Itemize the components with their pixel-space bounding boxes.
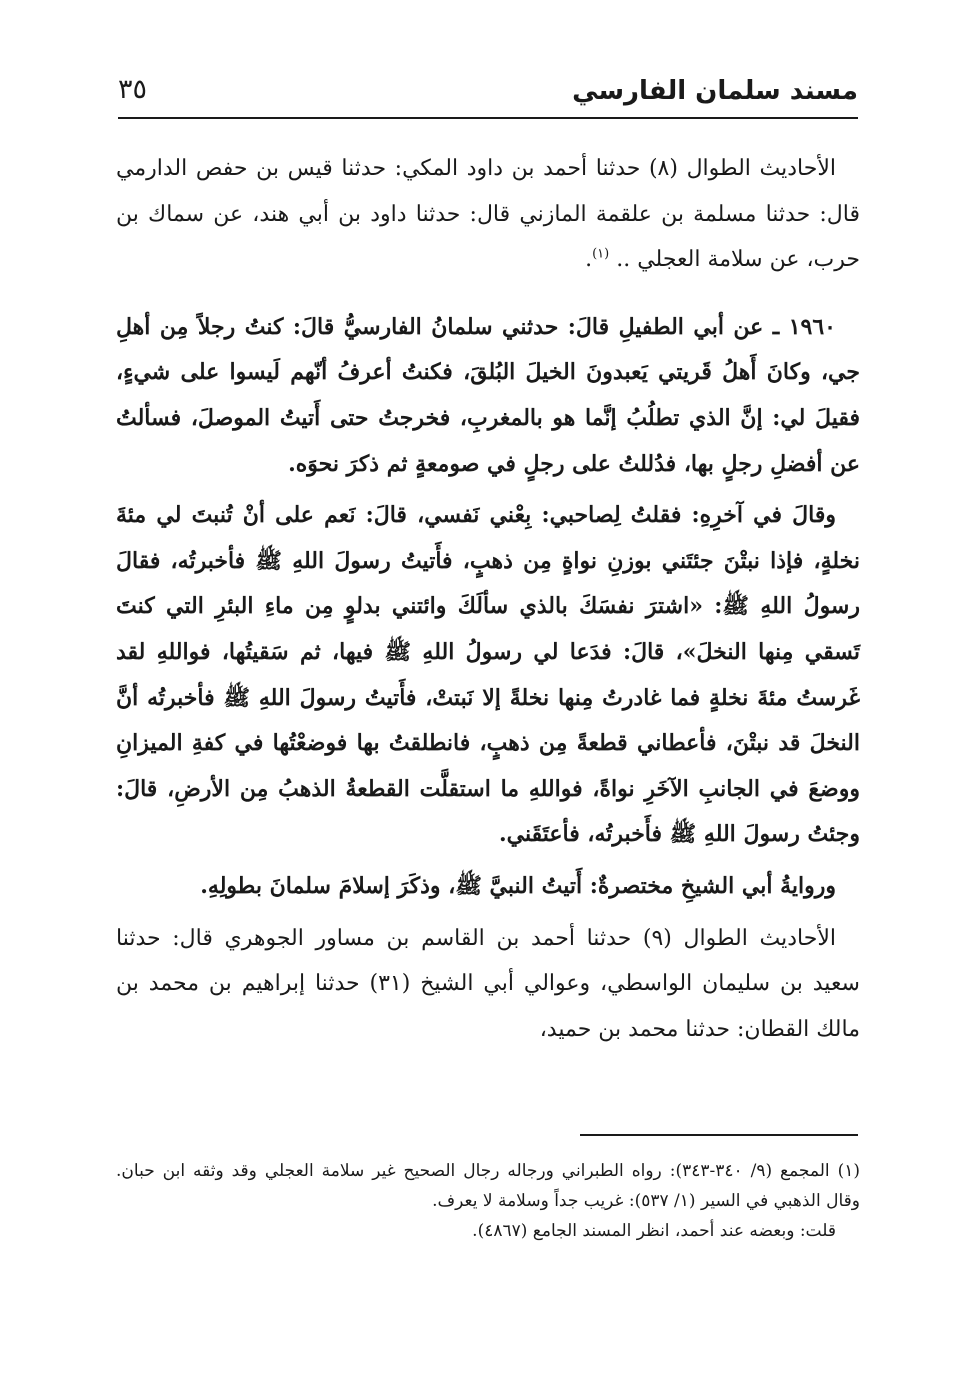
page-number: ٣٥ [118, 74, 148, 105]
narration-note-paragraph: وروايةُ أبي الشيخِ مختصرةٌ: أَتيتُ النبيَّ ﷺ، وذكَرَ إسلامَ سلمانَ بطولِهِ. [200, 872, 836, 899]
footnote-separator [580, 1134, 858, 1136]
source-text: الأحاديث الطوال (٨) حدثنا أحمد بن داود المكي: حدثنا قيس بن حفص الدارمي قال: حدثنا مسلمة بن علقمة المازني قال: حدثنا داود بن أبي هند، عن سماك بن حرب، عن سلامة العجلي .. [116, 156, 860, 273]
footnote-1-note: قلت: وبعضه عند أحمد، انظر المسند الجامع (٤٨٦٧). [472, 1221, 836, 1241]
page-header [118, 72, 858, 112]
main-text [116, 146, 860, 1052]
hadith-paragraph: ١٩٦٠ ـ عن أبي الطفيلِ قالَ: حدثني سلمانُ الفارسيُّ قالَ: كنتُ رجلاً مِن أهلِ جي، وكانَ أَهلُ قَريتي يَعبدونَ الخيلَ البُلقَ، فكنتُ أعرفُ أنّهم لَيسوا على شيءٍ، فقيلَ لي: إنَّ الذي تطلُبُ إنَّما هو بالمغربِ، فخرجتُ حتى أَتيتُ الموصلَ، فسألتُ عن أفضلِ رجلٍ بها، فدُللتُ على رجلٍ في صومعةٍ ثم ذكرَ نحوَه. [116, 313, 860, 477]
source-paragraph: الأحاديث الطوال (٨) حدثنا أحمد بن داود المكي: حدثنا قيس بن حفص الدارمي قال: حدثنا مسلمة بن علقمة المازني قال: حدثنا داود بن أبي هند، عن سماك بن حرب، عن سلامة العجلي .. $^{(١)}$. [116, 156, 860, 273]
footnote-reference: (١) [592, 246, 610, 262]
chain-paragraph: الأحاديث الطوال (٩) حدثنا أحمد بن القاسم بن مساور الجوهري قال: حدثنا سعيد بن سليمان الواسطي، وعوالي أبي الشيخ (٣١) حدثنا إبراهيم بن محمد بن مالك القطان: حدثنا محمد بن حميد، [116, 925, 860, 1042]
footnotes [116, 1156, 860, 1246]
running-title: مسند سلمان الفارسي [572, 76, 858, 106]
header-rule [118, 117, 858, 119]
footnote-1: (١) المجمع (٩/ ٣٤٠-٣٤٣): رواه الطبراني ورجاله رجال الصحيح غير سلامة العجلي وقد وثقه ابن حبان. وقال الذهبي في السير (١/ ٥٣٧): غريب جداً وسلامة لا يعرف. [116, 1161, 860, 1211]
hadith-continuation-paragraph: وقالَ في آخرِهِ: فقلتُ لِصاحبي: بِعْني نَفسي، قالَ: نَعم على أنْ تُنبتَ لي مئةَ نخلةٍ، فإذا نبتْنَ جئتَني بوزنِ نواةٍ مِن ذهبٍ، فأَتيتُ رسولَ اللهِ ﷺ فأخبرتُه، فقالَ رسولُ اللهِ ﷺ: «اشترَ نفسَكَ بالذي سألَكَ وائتني بدلوٍ مِن ماءِ البئرِ التي كنتَ تَسقي مِنها النخلَ»، قالَ: فدَعا لي رسولُ اللهِ ﷺ فيها، ثم سَقيتُها، فواللهِ لقد غَرستُ مئةَ نخلةٍ فما غادرتُ مِنها نخلةً إلا نَبتتْ، فأَتيتُ رسولَ اللهِ ﷺ فأخبرتُه أنَّ النخلَ قد نبتْنَ، فأعطاني قطعةً مِن ذهبٍ، فانطلقتُ بها فوضعْتُها في كفةِ الميزانِ ووضعَ في الجانبِ الآخَرِ نواةً، فواللهِ ما استقلَّت القطعةُ الذهبُ مِن الأرضِ، قالَ: وجئتُ رسولَ اللهِ ﷺ فأَخبرتُه، فأعتَقَني. [116, 502, 860, 848]
